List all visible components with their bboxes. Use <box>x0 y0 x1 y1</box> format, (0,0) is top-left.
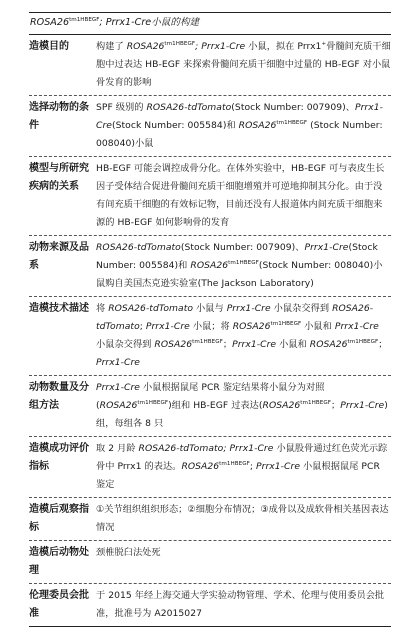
text-segment: (Stock Number: 008040)小鼠购自美国杰克逊实验室(The Jackson Laboratory) <box>96 260 383 289</box>
gene-name: Prrx1-Cre <box>256 461 301 472</box>
text-segment: 小鼠杂交得到 <box>270 303 333 314</box>
gene-name: Prrx1-Cre <box>232 339 277 350</box>
table-row <box>29 95 391 156</box>
row-content: 颈椎脱臼法处死 <box>96 547 161 558</box>
text-segment: (Stock Number: 005584)和 <box>112 120 239 131</box>
gene-name: Prrx1-Cre <box>340 400 385 411</box>
gene-name: ROSA26 <box>309 339 348 350</box>
row-content <box>96 99 391 153</box>
gene-name: Prrx1-Cre <box>96 357 140 368</box>
gene-name: ROSA26-tdTomato <box>96 242 181 253</box>
table-row <box>29 34 391 95</box>
superscript: tm1HBEGF <box>347 339 379 345</box>
superscript: tm1HBEGF <box>164 41 196 47</box>
text-segment: ； <box>331 400 341 411</box>
table-row <box>29 296 391 375</box>
gene-name: Prrx1-Cre <box>145 321 190 332</box>
text-segment: 骨髓间充质干细胞中过表达 HB-EGF 来探索骨髓间充质干细胞中过量的 HB-EGF 对小鼠骨发育的影响 <box>96 41 391 88</box>
row-content: 于 2015 年经上海交通大学实验动物管理、学术、伦理与使用委员会批准，批准号为 A2015027 <box>96 590 385 619</box>
methods-table <box>29 12 391 627</box>
text-segment: 小鼠；将 <box>189 321 233 332</box>
text-segment: 小鼠根据鼠尾 PCR 鉴定结果将小鼠分为对照( <box>96 382 325 411</box>
gene-name: Prrx1-Cre <box>96 102 383 131</box>
gene-name: ROSA26 <box>232 321 271 332</box>
row-label: 造模成功评价指标 <box>29 443 89 472</box>
table-title <box>29 13 391 34</box>
table-row <box>29 375 391 436</box>
superscript: tm1HBEGF <box>192 339 223 345</box>
row-content: ①关节组织组织形态；②细胞分布情况；③成骨以及成软骨相关基因表达情况 <box>96 504 389 533</box>
superscript: tm1HBEGF <box>228 260 259 266</box>
text-segment: ； <box>378 339 388 350</box>
text-segment: (Stock Number: 005584)和 <box>96 242 378 271</box>
text-segment: 小鼠根据鼠尾 PCR 鉴定 <box>96 461 380 490</box>
text-segment: )组和 HB-EGF 过表达( <box>168 400 263 411</box>
row-label: 造模后动物处理 <box>29 547 89 576</box>
text-segment: (Stock Number: 007909)、 <box>180 242 305 253</box>
text-segment: (Stock Number: 007909)、 <box>231 102 355 113</box>
gene-name: ROSA26 <box>262 400 301 411</box>
table-row <box>29 540 391 583</box>
row-content: HB-EGF 可能会调控成骨分化。在体外实验中，HB-EGF 可与表皮生长因子受体结合促进骨髓间充质干细胞增殖并可逆地抑制其分化。由于没有间充质干细胞的有效标记物，目前还没有人报道体内间充质干细胞来源的 HB-EGF 如何影响骨的发育 <box>96 163 385 228</box>
row-label: 动物来源及品系 <box>29 242 89 271</box>
text-segment: ; <box>139 321 146 332</box>
gene-name: ROSA26 <box>238 120 277 131</box>
gene-name: ROSA26-tdTomato <box>96 303 374 332</box>
gene-name: Prrx1-Cre <box>96 382 140 393</box>
row-label: 造模目的 <box>29 41 69 52</box>
row-content <box>96 239 391 293</box>
gene-name: Prrx1-Cre <box>226 303 271 314</box>
text-segment: )组，每组各 8 只 <box>96 400 388 429</box>
text-segment: 小鼠杂交得到 <box>96 339 155 350</box>
table-row <box>29 497 391 540</box>
superscript: tm1HBEGF <box>137 400 169 406</box>
text-segment: 小鼠与 <box>193 303 227 314</box>
row-label: 动物数量及分组方法 <box>29 382 89 411</box>
table-row <box>29 235 391 296</box>
row-label: 造模技术描述 <box>29 303 89 314</box>
row-content <box>96 440 391 494</box>
row-label: 造模后观察指标 <box>29 504 89 533</box>
row-content <box>96 379 391 433</box>
gene-name: ; Prrx1-Cre <box>195 41 246 52</box>
gene-name: ROSA26 <box>154 339 193 350</box>
text-segment: 将 <box>96 303 109 314</box>
row-label: 选择动物的条件 <box>29 102 89 131</box>
superscript: tm1HBEGF <box>270 321 302 327</box>
superscript: + <box>321 41 327 47</box>
text-segment: ； <box>222 339 233 350</box>
gene-name: ROSA26-tdTomato <box>146 102 232 113</box>
superscript: tm1HBEGF <box>300 400 332 406</box>
text-segment: 小鼠和 <box>276 339 310 350</box>
row-content <box>96 300 391 372</box>
title-gene: ROSA26 <box>30 17 70 28</box>
row-label: 伦理委员会批准 <box>29 590 89 619</box>
gene-name: ROSA26-tdTomato; Prrx1-Cre <box>138 443 274 454</box>
text-segment: 构建了 <box>96 41 127 52</box>
gene-name: ROSA26 <box>190 260 229 271</box>
row-content <box>96 38 391 92</box>
gene-name: Prrx1-Cre <box>304 242 349 253</box>
gene-name: Prrx1-Cre <box>334 321 379 332</box>
superscript: tm1HBEGF <box>276 120 308 126</box>
table-row <box>29 436 391 497</box>
text-segment: ; <box>249 461 257 472</box>
superscript: tm1HBEGF <box>219 461 250 467</box>
text-segment: (Stock Number: 008040)小鼠 <box>96 120 383 149</box>
table-row <box>29 156 391 235</box>
text-segment: 小鼠股骨通过红色荧光示踪骨中 Prrx1 的表达。 <box>96 443 388 472</box>
text-segment: SPF 级别的 <box>96 102 147 113</box>
title-superscript: tm1HBEGF <box>69 17 100 23</box>
text-segment: 取 2 月龄 <box>96 443 139 454</box>
gene-name: ROSA26 <box>99 400 138 411</box>
gene-name: ROSA26 <box>181 461 220 472</box>
title-rest: ; Prrx1-Cre小鼠的构建 <box>99 17 200 28</box>
table-row <box>29 583 391 627</box>
gene-name: ROSA26-tdTomato <box>108 303 194 314</box>
gene-name: ROSA26 <box>126 41 165 52</box>
row-label: 模型与所研究疾病的关系 <box>29 163 89 192</box>
text-segment: 小鼠和 <box>301 321 335 332</box>
text-segment: 小鼠，拟在 Prrx1 <box>245 41 322 52</box>
